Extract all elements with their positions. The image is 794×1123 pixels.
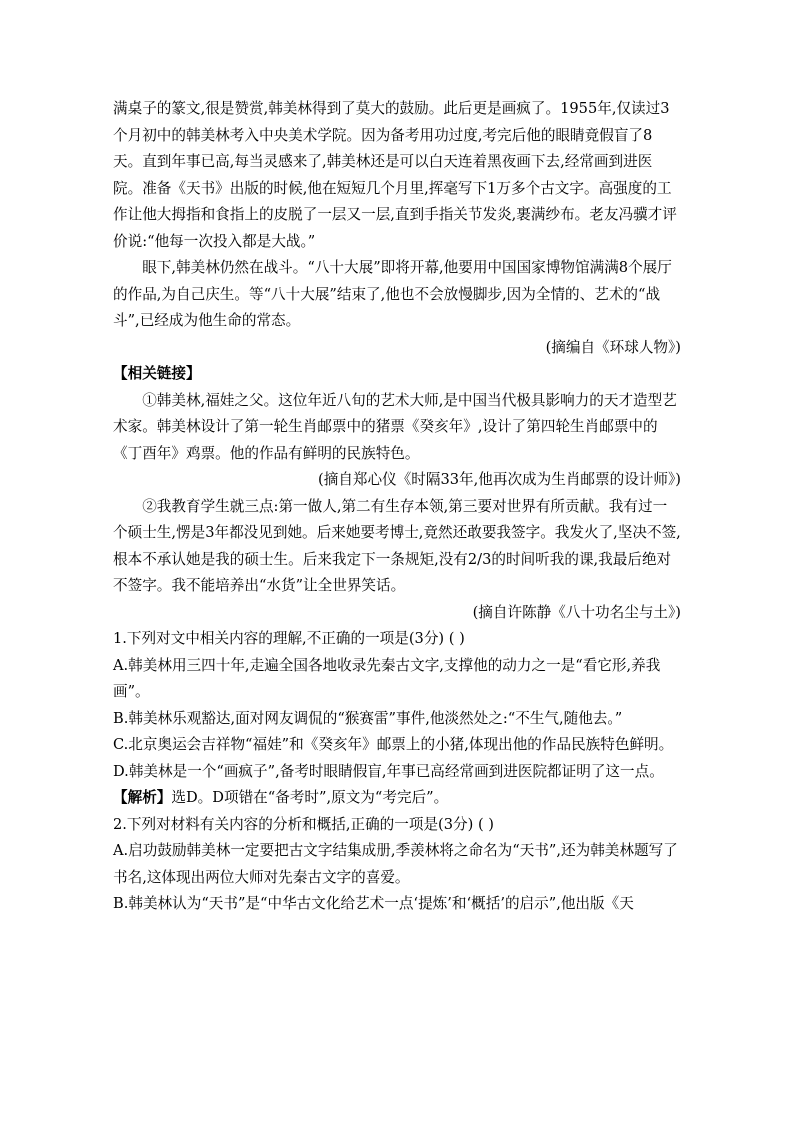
question-1-option-a: A.韩美林用三四十年,走遍全国各地收录先秦古文字,支撑他的动力之一是“看它形,养我画”。 — [113, 656, 661, 700]
question-1-stem: 1.下列对文中相关内容的理解,不正确的一项是(3分) ( ) — [113, 630, 465, 647]
question-1-analysis — [113, 785, 681, 812]
question-1-option-c: C.北京奥运会吉祥物“福娃”和《癸亥年》邮票上的小猪,体现出他的作品民族特色鲜明。 — [113, 736, 674, 753]
question-2-option-b: B.韩美林认为“天书”是“中华古文化给艺术一点‘提炼’和‘概括’的启示”,他出版《天 — [113, 895, 634, 912]
document-body — [113, 96, 681, 918]
related-link-2-source: (摘自许陈静《八十功名尘与土》) — [472, 603, 681, 621]
analysis-text: 选D。D项错在“备考时”,原文为“考完后”。 — [171, 789, 449, 806]
question-1-option-d: D.韩美林是一个“画疯子”,备考时眼睛假盲,年事已高经常画到进医院都证明了这一点。 — [113, 762, 664, 780]
analysis-label: 【解析】 — [113, 789, 172, 806]
related-links-heading: 【相关链接】 — [113, 365, 201, 382]
article-paragraph-1: 满桌子的篆文,很是赞赏,韩美林得到了莫大的鼓励。此后更是画疯了。1955年,仅读过3个月初中的韩美林考入中央美术学院。因为备考用功过度,考完后他的眼睛竟假盲了8天。直到年事已高,每当灵感来了,韩美林还是可以白天连着黑夜画下去,经常画到进医院。准备《天书》出版的时候,他在短短几个月里,挥毫写下1万多个古文字。高强度的工作让他大拇指和食指上的皮脱了一层又一层,直到手指关节发炎,裹满纱布。老友冯骥才评价说:“他每一次投入都是大战。” — [113, 100, 677, 250]
question-2-stem: 2.下列对材料有关内容的分析和概括,正确的一项是(3分) ( ) — [113, 815, 494, 833]
article-source: (摘编自《环球人物》) — [545, 338, 681, 356]
related-link-1-source: (摘自郑心仪《时隔33年,他再次成为生肖邮票的设计师》) — [318, 471, 681, 488]
related-link-2: ②我教育学生就三点:第一做人,第二有生存本领,第三要对世界有所贡献。我有过一个硕士生,愣是3年都没见到她。后来她要考博士,竟然还敢要我签字。我发火了,坚决不签,根本不承认她是我的硕士生。后来我定下一条规矩,没有2/3的时间听我的课,我最后绝对不签字。我不能培养出“水货”让全世界笑话。 — [113, 497, 681, 594]
question-2-option-a: A.启功鼓励韩美林一定要把古文字结集成册,季羡林将之命名为“天书”,还为韩美林题写了书名,这体现出两位大师对先秦古文字的喜爱。 — [113, 842, 678, 886]
question-1-option-b: B.韩美林乐观豁达,面对网友调侃的“猴赛雷”事件,他淡然处之:“不生气,随他去。” — [113, 709, 623, 727]
article-paragraph-2: 眼下,韩美林仍然在战斗。“八十大展”即将开幕,他要用中国国家博物馆满满8个展厅的作品,为自己庆生。等“八十大展”结束了,他也不会放慢脚步,因为全情的、艺术的“战斗”,已经成为他生命的常态。 — [113, 259, 672, 329]
related-link-1: ①韩美林,福娃之父。这位年近八旬的艺术大师,是中国当代极具影响力的天才造型艺术家。韩美林设计了第一轮生肖邮票中的猪票《癸亥年》,设计了第四轮生肖邮票中的《丁酉年》鸡票。他的作品有鲜明的民族特色。 — [113, 391, 677, 462]
